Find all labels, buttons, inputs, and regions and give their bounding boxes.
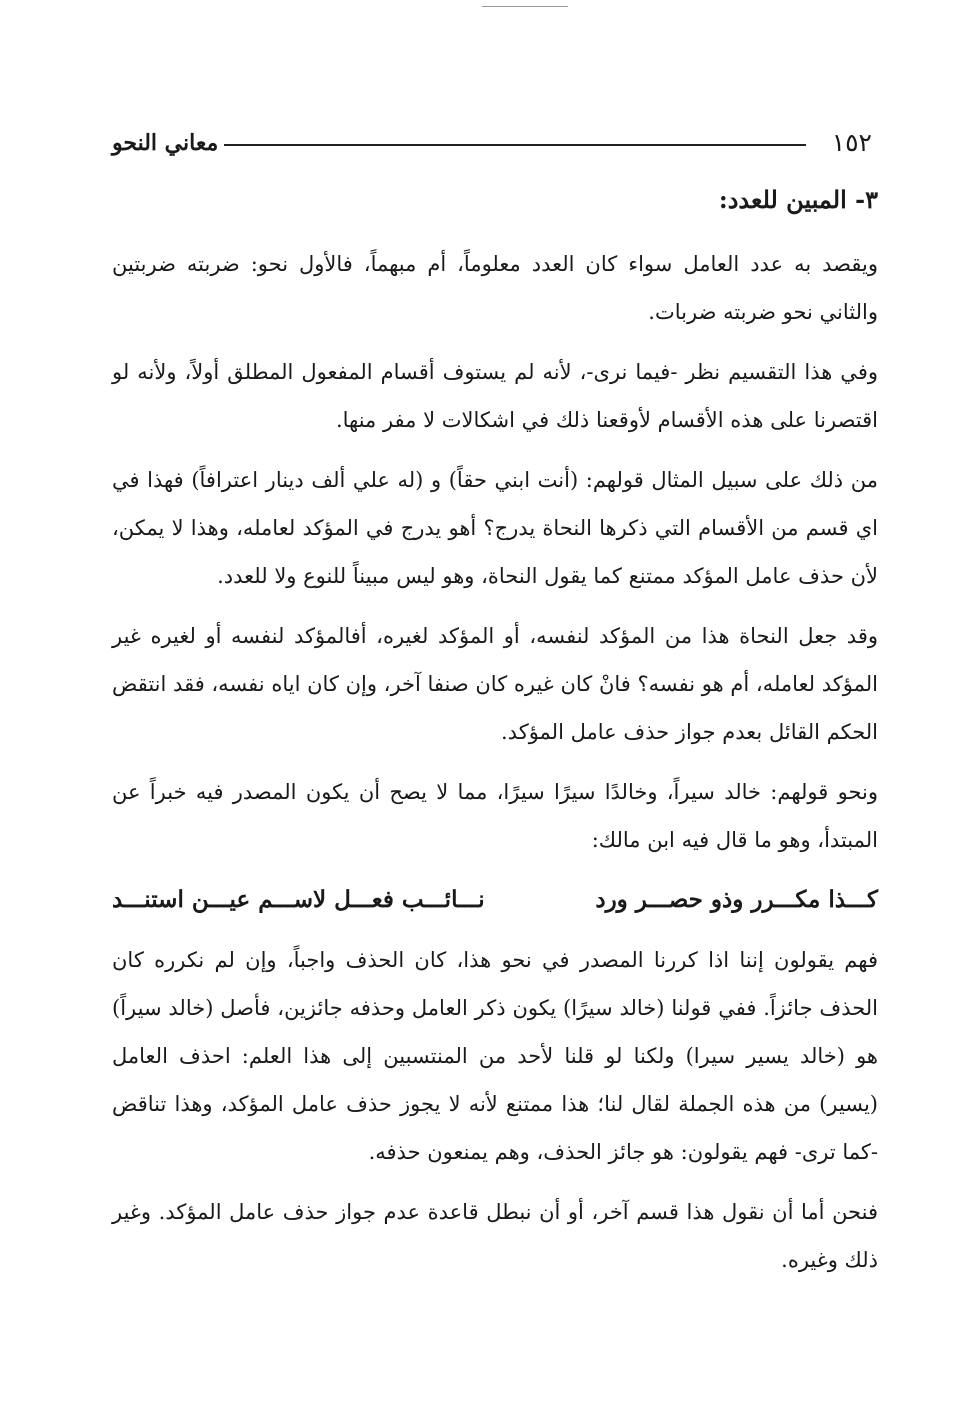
paragraph: وقد جعل النحاة هذا من المؤكد لنفسه، أو المؤكد لغيره، أفالمؤكد لنفسه أو لغيره غير المؤكد لعامله، أم هو نفسه؟ فانْ كان غيره كان صنفا آخر، وإن كان اياه نفسه، فقد انتقض الحكم القائل بعدم جواز حذف عامل المؤكد. [112, 624, 878, 744]
top-decorative-rule [482, 6, 568, 7]
paragraph: من ذلك على سبيل المثال قولهم: (أنت ابني حقاً) و (له علي ألف دينار اعترافاً) فهذا في اي قسم من الأقسام التي ذكرها النحاة يدرج؟ أهو يدرج في المؤكد لعامله، وهذا لا يمكن، لأن حذف عامل المؤكد ممتنع كما يقول النحاة، وهو ليس مبيناً للنوع ولا للعدد. [112, 468, 878, 588]
header-rule [224, 144, 806, 146]
running-title: معاني النحو [112, 130, 219, 156]
page-body [112, 180, 878, 1296]
paragraph: وفي هذا التقسيم نظر -فيما نرى-، لأنه لم يستوف أقسام المفعول المطلق أولاً، ولأنه لو اقتصرنا على هذه الأقسام لأوقعنا ذلك في اشكالات لا مفر منها. [112, 360, 878, 432]
page-number: ١٥٢ [831, 128, 872, 157]
page-header [112, 128, 878, 168]
poetry-verse [112, 876, 878, 924]
paragraph: ويقصد به عدد العامل سواء كان العدد معلوماً، أم مبهماً، فالأول نحو: ضربته ضربتين والثاني نحو ضربته ضربات. [112, 252, 878, 324]
paragraph: ونحو قولهم: خالد سيراً، وخالدًا سيرًا سيرًا، مما لا يصح أن يكون المصدر فيه خبراً عن المبتدأ، وهو ما قال فيه ابن مالك: [112, 780, 878, 852]
verse-first-hemistich: كـــذا مكـــرر وذو حصـــر ورد [595, 886, 878, 913]
paragraph: فنحن أما أن نقول هذا قسم آخر، أو أن نبطل قاعدة عدم جواز حذف عامل المؤكد. وغير ذلك وغيره. [112, 1200, 878, 1272]
section-heading: ٣- المبين للعدد: [718, 185, 878, 214]
paragraph: فهم يقولون إننا اذا كررنا المصدر في نحو هذا، كان الحذف واجباً، وإن لم نكرره كان الحذف جائزاً. ففي قولنا (خالد سيرًا) يكون ذكر العامل وحذفه جائزين، فأصل (خالد سيراً) هو (خالد يسير سيرا) ولكنا لو قلنا لأحد من المنتسبين إلى هذا العلم: احذف العامل (يسير) من هذه الجملة لقال لنا؛ هذا ممتنع لأنه لا يجوز حذف عامل المؤكد، وهذا تناقض -كما ترى- فهم يقولون: هو جائز الحذف، وهم يمنعون حذفه. [112, 948, 879, 1164]
verse-second-hemistich: نـــائـــب فعـــل لاســـم عيـــن استنـــد [112, 886, 485, 913]
